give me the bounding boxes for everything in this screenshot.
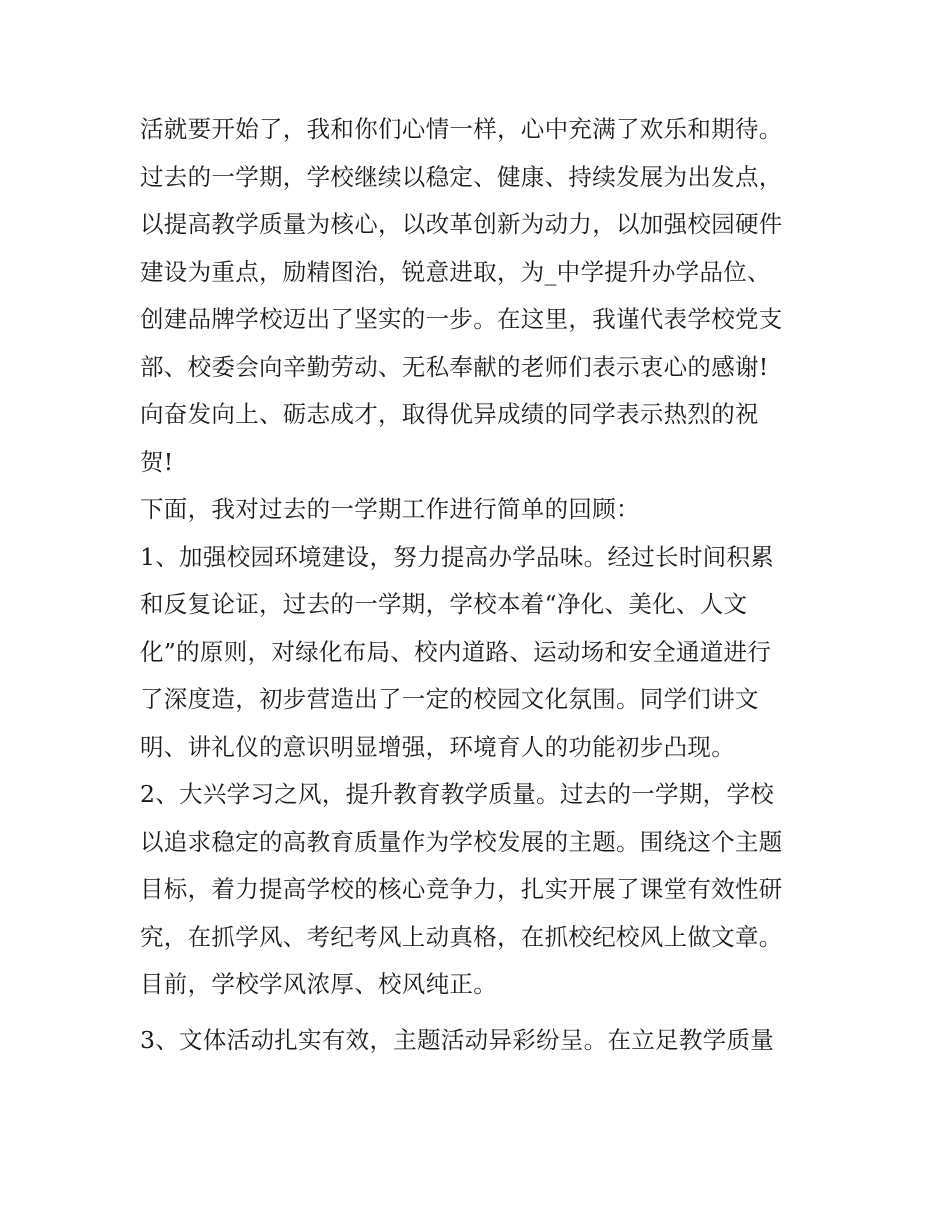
text-line: 下面，我对过去的一学期工作进行简单的回顾： [140, 495, 640, 523]
text-line: 和反复论证，过去的一学期，学校本着“净化、美化、人文 [140, 590, 748, 618]
document-body [140, 106, 820, 1064]
text-line: 部、校委会向辛勤劳动、无私奉献的老师们表示衷心的感谢! [140, 352, 769, 381]
text-line: 以提高教学质量为核心，以改革创新为动力，以加强校园硬件 [140, 210, 783, 238]
text-line: 向奋发向上、砺志成才，取得优异成绩的同学表示热烈的祝 [140, 400, 759, 428]
text-line: 建设为重点，励精图治，锐意进取，为_中学提升办学品位、 [140, 257, 771, 286]
text-line: 化”的原则，对绿化布局、校内道路、运动场和安全通道进行 [140, 637, 772, 666]
text-line: 贺! [140, 447, 174, 476]
text-line: 以追求稳定的高教育质量作为学校发展的主题。围绕这个主题 [140, 827, 783, 856]
text-line: 明、讲礼仪的意识明显增强，环境育人的功能初步凸现。 [140, 732, 735, 761]
text-line: 究，在抓学风、考纪考风上动真格，在抓校纪校风上做文章。 [140, 922, 783, 951]
text-line: 目标，着力提高学校的核心竞争力，扎实开展了课堂有效性研 [140, 875, 783, 903]
text-line: 过去的一学期，学校继续以稳定、健康、持续发展为出发点， [140, 162, 783, 191]
text-line: 2、大兴学习之风，提升教育教学质量。过去的一学期，学校 [140, 780, 775, 808]
text-line: 了深度造，初步营造出了一定的校园文化氛围。同学们讲文 [140, 685, 759, 713]
text-line: 1、加强校园环境建设，努力提高办学品味。经过长时间积累 [140, 542, 775, 571]
text-line: 活就要开始了，我和你们心情一样，心中充满了欢乐和期待。 [140, 115, 783, 143]
text-line: 创建品牌学校迈出了坚实的一步。在这里，我谨代表学校党支 [140, 305, 783, 333]
text-line: 3、文体活动扎实有效，主题活动异彩纷呈。在立足教学质量 [140, 1025, 775, 1054]
paragraph-gap [140, 1009, 820, 1017]
text-line: 目前，学校学风浓厚、校风纯正。 [140, 970, 497, 998]
